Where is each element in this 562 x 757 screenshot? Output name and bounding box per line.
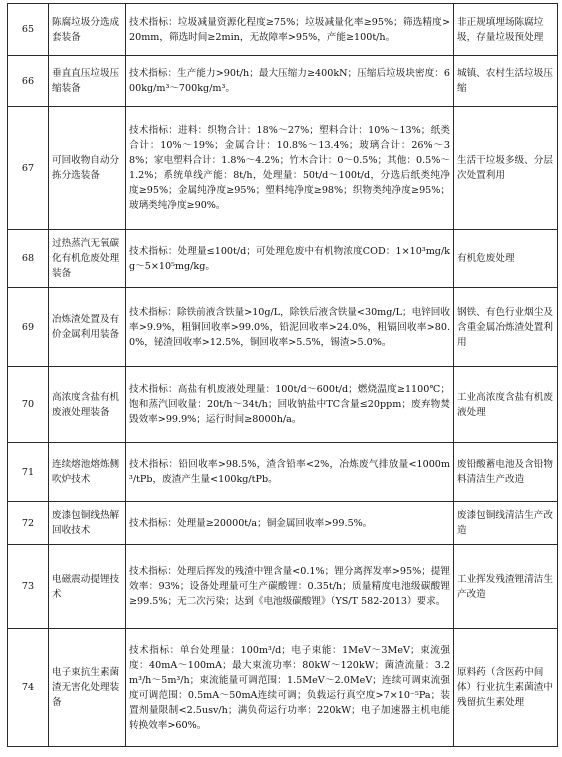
technical-spec: 技术指标：进料：织物合计：18%～27%；塑料合计：10%～13%；纸类合计：10%～19%；金属合计：10.8%～13.4%；玻璃合计：26%～38%；家电塑料合计：1.8%～4.2%；竹木合计：0～0.5%；其他：0.5%～1.2%；系统单线产能：8t/h，处理量：50t/d～100t/d，分选后纸类纯净度≥95%；金属纯净度≥95%；塑料纯净度≥98%；织物类纯净度≥95%；玻璃类纯净度≥90%。 — [126, 107, 454, 230]
equipment-name: 冶炼渣处置及有价金属利用装备 — [49, 288, 126, 367]
row-number: 70 — [8, 367, 49, 443]
technical-spec: 技术指标：单台处理量：100m³/d；电子束能：1MeV～3MeV；束流强度：40mA～100mA；最大束流功率：80kW～120kW；菌渣流量：3.2m³/h～5m³/h；束流能量可调范围：1.5MeV～2.0MeV；连续可调束流强度可调范围：0.5mA～50mA连续可调；负载运行真空度>7×10⁻⁵Pa；装置剂量限制<2.5usv/h；满负荷运行功率：220kW；电子加速器主机电能转换效率>60%。 — [126, 629, 454, 747]
row-number: 67 — [8, 107, 49, 230]
application-scope: 工业挥发残渣锂清洁生产改造 — [454, 545, 558, 629]
table-row — [8, 107, 558, 230]
row-number: 66 — [8, 56, 49, 107]
equipment-name: 废漆包铜线热解回收技术 — [49, 502, 126, 545]
row-number: 65 — [8, 4, 49, 56]
table-row — [8, 629, 558, 747]
table-row — [8, 230, 558, 288]
technical-spec: 技术指标：生产能力>90t/h；最大压缩力≥400kN；压缩后垃圾块密度：600kg/m³～700kg/m³。 — [126, 56, 454, 107]
row-number: 71 — [8, 443, 49, 502]
application-scope: 有机危废处理 — [454, 230, 558, 288]
technical-spec: 技术指标：处理量≤100t/d；可处理危废中有机物浓度COD：1×10³mg/kg～5×10⁵mg/kg。 — [126, 230, 454, 288]
row-number: 74 — [8, 629, 49, 747]
table-row — [8, 4, 558, 56]
equipment-name: 过热蒸汽无氧碳化有机危废处理装备 — [49, 230, 126, 288]
table-row — [8, 56, 558, 107]
application-scope: 钢铁、有色行业烟尘及含重金属冶炼渣处置利用 — [454, 288, 558, 367]
row-number: 68 — [8, 230, 49, 288]
technical-spec: 技术指标：垃圾减量资源化程度≥75%；垃圾减量化率≥95%；筛选精度>20mm，筛选时间≥2min，无故障率>95%，产能≥100t/h。 — [126, 4, 454, 56]
application-scope: 工业高浓度含盐有机废液处理 — [454, 367, 558, 443]
equipment-spec-table — [7, 3, 558, 747]
application-scope: 废漆包铜线清洁生产改造 — [454, 502, 558, 545]
equipment-name: 可回收物自动分拣分选装备 — [49, 107, 126, 230]
equipment-name: 电磁震动提锂技术 — [49, 545, 126, 629]
row-number: 69 — [8, 288, 49, 367]
technical-spec: 技术指标：处理后挥发的残渣中锂含量<0.1%；锂分离挥发率>95%；提锂效率：93%；设备处理量可生产碳酸锂：0.35t/h；质量精度电池级碳酸锂≥99.5%；无二次污染；达到《电池级碳酸锂》（YS/T 582-2013）要求。 — [126, 545, 454, 629]
equipment-name: 电子束抗生素菌渣无害化处理装备 — [49, 629, 126, 747]
technical-spec: 技术指标：高盐有机废液处理量：100t/d～600t/d；燃烧温度≥1100℃；饱和蒸汽回收量：20t/h～34t/h；回收钠盐中TC含量≤20ppm；废弃物焚毁效率>99.9%；运行时间≥8000h/a。 — [126, 367, 454, 443]
table-row — [8, 545, 558, 629]
application-scope: 废铅酸蓄电池及含铅物料清洁生产改造 — [454, 443, 558, 502]
technical-spec: 技术指标：处理量≥20000t/a；铜金属回收率>99.5%。 — [126, 502, 454, 545]
equipment-name: 陈腐垃圾分选成套装备 — [49, 4, 126, 56]
row-number: 73 — [8, 545, 49, 629]
application-scope: 城镇、农村生活垃圾压缩 — [454, 56, 558, 107]
technical-spec: 技术指标：铅回收率>98.5%，渣含铅率<2%，冶炼废气排放量<1000m³/tPb，废渣产生量<100kg/tPb。 — [126, 443, 454, 502]
table-row — [8, 502, 558, 545]
table-row — [8, 288, 558, 367]
row-number: 72 — [8, 502, 49, 545]
application-scope: 生活干垃圾多级、分层次处置利用 — [454, 107, 558, 230]
table-row — [8, 367, 558, 443]
equipment-name: 垂直直压垃圾压缩装备 — [49, 56, 126, 107]
table-row — [8, 443, 558, 502]
application-scope: 原料药（含医药中间体）行业抗生素菌渣中残留抗生素处理 — [454, 629, 558, 747]
technical-spec: 技术指标：除铁前液含铁量>10g/L，除铁后液含铁量<30mg/L；电锌回收率>9.9%，粗铜回收率>99.0%，铅泥回收率>24.0%，粗镉回收率>80.0%，铋渣回收率>12.5%，铜回收率>5.5%，锡渣>5.0%。 — [126, 288, 454, 367]
equipment-name: 高浓度含盐有机废液处理装备 — [49, 367, 126, 443]
equipment-name: 连续熔池熔炼侧吹炉技术 — [49, 443, 126, 502]
application-scope: 非正规填埋场陈腐垃圾，存量垃圾预处理 — [454, 4, 558, 56]
